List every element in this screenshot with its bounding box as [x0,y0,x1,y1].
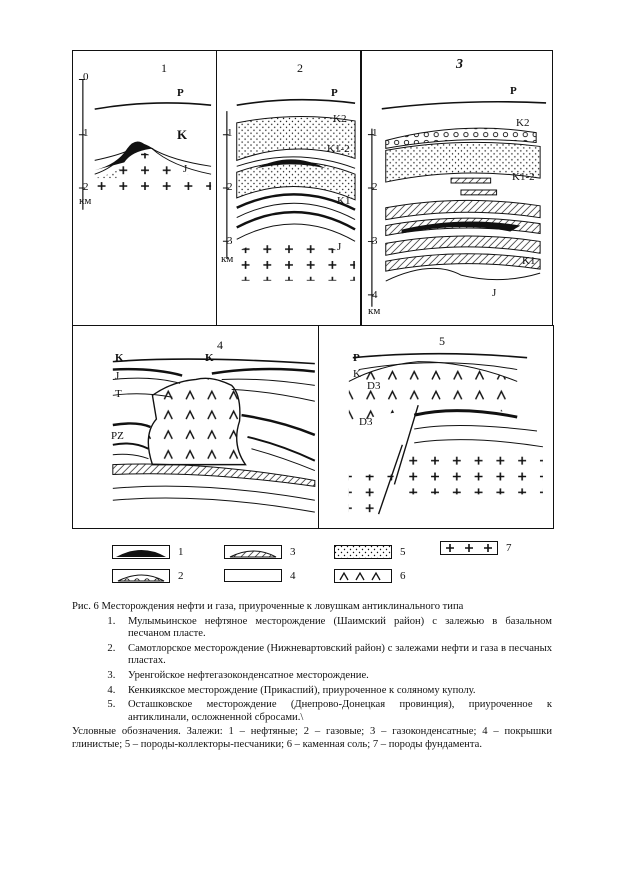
strata-label: J [492,287,497,299]
strata-label: K [115,352,124,364]
caption-list [72,616,552,725]
legend-item-basement [440,541,512,555]
caption-title: Рис. 6 Месторождения нефти и газа, приуроченные к ловушкам антиклинального типа [72,601,464,612]
legend-item-salt [334,569,406,583]
caption-item: 2. Самотлорское месторождение (Нижневартовский район) с залежами нефти и газа в песчаных пластах. [118,643,552,668]
strata-label: P [510,85,517,97]
basement-swatch [440,541,498,555]
depth-unit: км [368,305,381,317]
legend-item-condensate [224,545,296,559]
section-drawing-4 [73,326,319,528]
section-panel-3 [361,50,553,327]
depth-label: 2 [83,181,89,193]
depth-label: 1 [83,127,89,139]
strata-label: K1-2 [512,171,535,183]
legend-item-clay [224,569,296,582]
section-drawing-3 [362,51,552,326]
strata-label: K2 [333,113,347,125]
depth-label: 0 [83,71,89,83]
section-panel-5 [318,325,554,529]
depth-unit: км [79,195,92,207]
strata-label: K1-2 [327,143,350,155]
section-panel-2 [216,50,361,327]
strata-label: D3 [359,416,373,428]
caption-item: 4. Кенкиякское месторождение (Прикаспий), приуроченное к соляному куполу. [118,685,552,698]
strata-label: P [331,87,338,99]
section-panel-4 [72,325,320,529]
section-drawing-1 [73,51,217,326]
legend-item-oil [112,545,184,559]
section-drawing-2 [217,51,360,326]
strata-label: K2 [516,117,530,129]
caption-conventions: Условные обозначения. Залежи: 1 – нефтяные; 2 – газовые; 3 – газоконденсатные; 4 – покрышки глинистые; 5 – породы-коллекторы-песчаники; 6 – каменная соль; 7 – породы фундамента. [72,726,552,750]
legend-item-gas [112,569,184,583]
legend-number: 3 [290,546,296,558]
strata-label: J [115,370,120,382]
legend-number: 2 [178,570,184,582]
caption-item: 1. Мулымьинское нефтяное месторождение (Шаимский район) с залежью в базальном песчаном пласте. [118,616,552,641]
panel-number-3: 3 [456,57,463,72]
strata-label: P [353,352,360,364]
legend-item-sandstone [334,545,406,559]
strata-label: K1 [522,255,536,267]
oil-swatch [112,545,170,559]
panel-number-2: 2 [297,61,303,75]
strata-label: J [337,241,342,253]
section-panel-1 [72,50,218,327]
depth-label: 3 [227,235,233,247]
legend-number: 5 [400,546,406,558]
clay-swatch [224,569,282,582]
depth-label: 1 [372,127,378,139]
depth-unit: км [221,253,234,265]
depth-label: 2 [372,181,378,193]
legend-number: 1 [178,546,184,558]
strata-label: D3 [367,380,381,392]
panel-number-4: 4 [217,338,223,352]
legend-number: 7 [506,542,512,554]
depth-label: 4 [372,289,378,301]
figure-caption [72,601,552,752]
depth-label: 3 [372,235,378,247]
panel-number-1: 1 [161,61,167,75]
legend-number: 6 [400,570,406,582]
gas-swatch [112,569,170,583]
strata-label: K1 [337,195,351,207]
caption-item: 5. Осташковское месторождение (Днепрово-Донецкая провинция), приуроченное к антиклинали, осложненной сбросами.\ [118,699,552,724]
depth-label: 2 [227,181,233,193]
panel-number-5: 5 [439,334,445,348]
legend-number: 4 [290,569,296,582]
strata-label: T [115,388,122,400]
strata-label: K [353,368,361,380]
strata-label: K [177,127,188,142]
caption-item: 3. Уренгойское нефтегазоконденсатное месторождение. [118,670,552,683]
strata-label: K [205,352,214,364]
strata-label: PZ [111,430,124,442]
sandstone-swatch [334,545,392,559]
salt-swatch [334,569,392,583]
condensate-swatch [224,545,282,559]
depth-label: 1 [227,127,233,139]
strata-label: J [183,163,188,175]
strata-label: P [177,87,184,99]
